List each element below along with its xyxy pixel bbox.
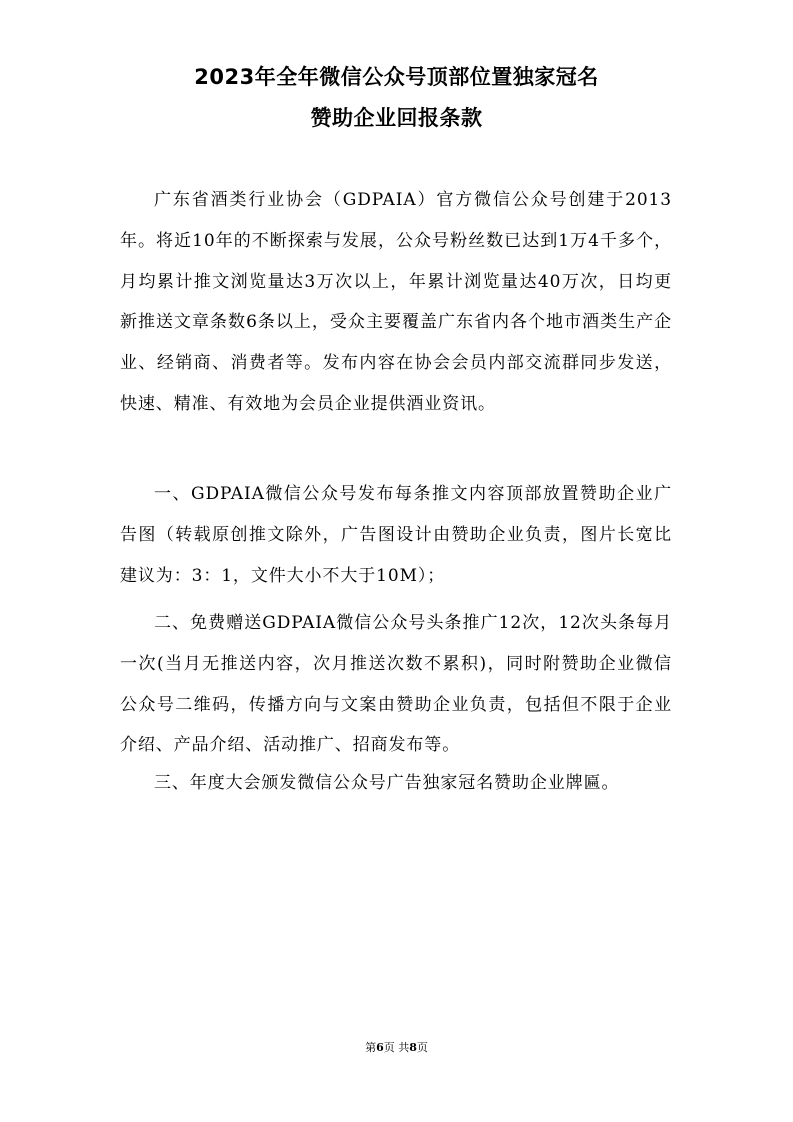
footer-prefix: 第: [365, 1041, 377, 1054]
page-footer: [0, 1041, 793, 1055]
paragraph-clause-3: 三、年度大会颁发微信公众号广告独家冠名赞助企业牌匾。: [154, 773, 620, 793]
footer-total-pages: 8: [409, 1041, 417, 1054]
paragraph-clause-2: 二、免费赠送GDPAIA微信公众号头条推广12次，12次头条每月一次(当月无推送内容，次月推送次数不累积)，同时附赞助企业微信公众号二维码，传播方向与文案由赞助企业负责，包括但不限于企业介绍、产品介绍、活动推广、招商发布等。: [120, 613, 672, 756]
document-title-line-1: 2023年全年微信公众号顶部位置独家冠名: [194, 65, 599, 89]
footer-suffix: 页: [416, 1041, 428, 1054]
paragraph-intro: 广东省酒类行业协会（GDPAIA）官方微信公众号创建于2013年。将近10年的不断探索与发展，公众号粉丝数已达到1万4千多个，月均累计推文浏览量达3万次以上，年累计浏览量达40万次，日均更新推送文章条数6条以上，受众主要覆盖广东省内各个地市酒类生产企业、经销商、消费者等。发布内容在协会会员内部交流群同步发送，快速、精准、有效地为会员企业提供酒业资讯。: [120, 190, 672, 414]
paragraph-clause-1: 一、GDPAIA微信公众号发布每条推文内容顶部放置赞助企业广告图（转载原创推文除外，广告图设计由赞助企业负责，图片长宽比建议为：3：1，文件大小不大于10M）；: [120, 484, 672, 586]
footer-current-page: 6: [376, 1041, 384, 1054]
footer-middle: 页 共: [383, 1041, 410, 1054]
document-title-line-2: 赞助企业回报条款: [310, 106, 483, 130]
